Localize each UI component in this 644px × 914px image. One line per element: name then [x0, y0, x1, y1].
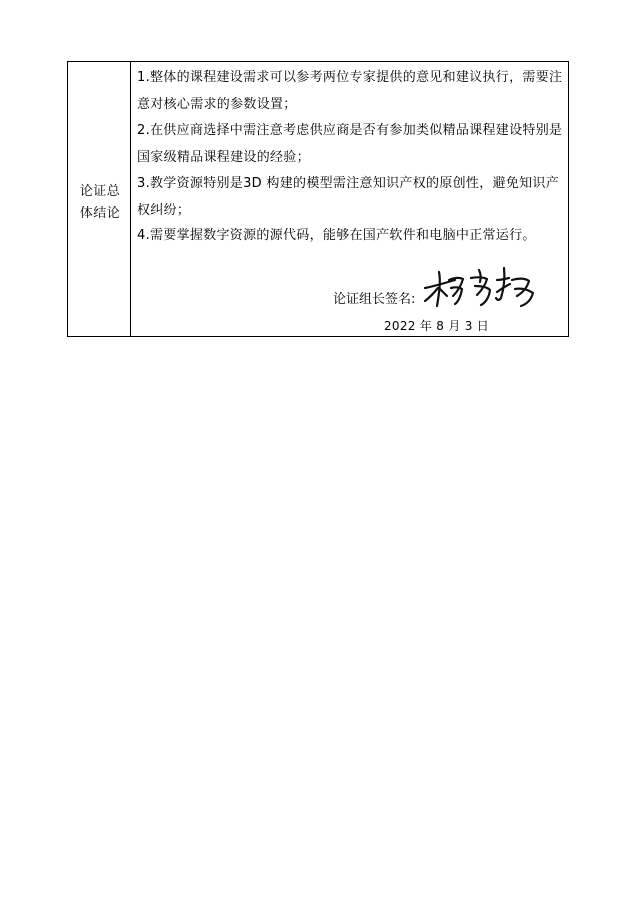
conclusion-table — [67, 61, 569, 337]
conclusion-item-4: 4.需要掌握数字资源的源代码，能够在国产软件和电脑中正常运行。 — [137, 228, 536, 243]
row-label: 论证总体结论 — [79, 184, 121, 221]
conclusion-item-3: 3.教学资源特别是3D 构建的模型需注意知识产权的原创性，避免知识产权纠纷； — [137, 176, 560, 218]
content-cell — [131, 62, 568, 336]
conclusion-item-1: 1.整体的课程建设需求可以参考两位专家提供的意见和建议执行，需要注意对核心需求的参数设置； — [137, 70, 563, 112]
signature-label: 论证组长签名: — [333, 292, 416, 307]
signature-date: 2022 年 8 月 3 日 — [384, 319, 490, 333]
conclusion-item-2: 2.在供应商选择中需注意考虑供应商是否有参加类似精品课程建设特别是国家级精品课程建设的经验； — [137, 123, 563, 165]
handwritten-signature — [421, 258, 539, 312]
label-cell — [68, 62, 131, 336]
